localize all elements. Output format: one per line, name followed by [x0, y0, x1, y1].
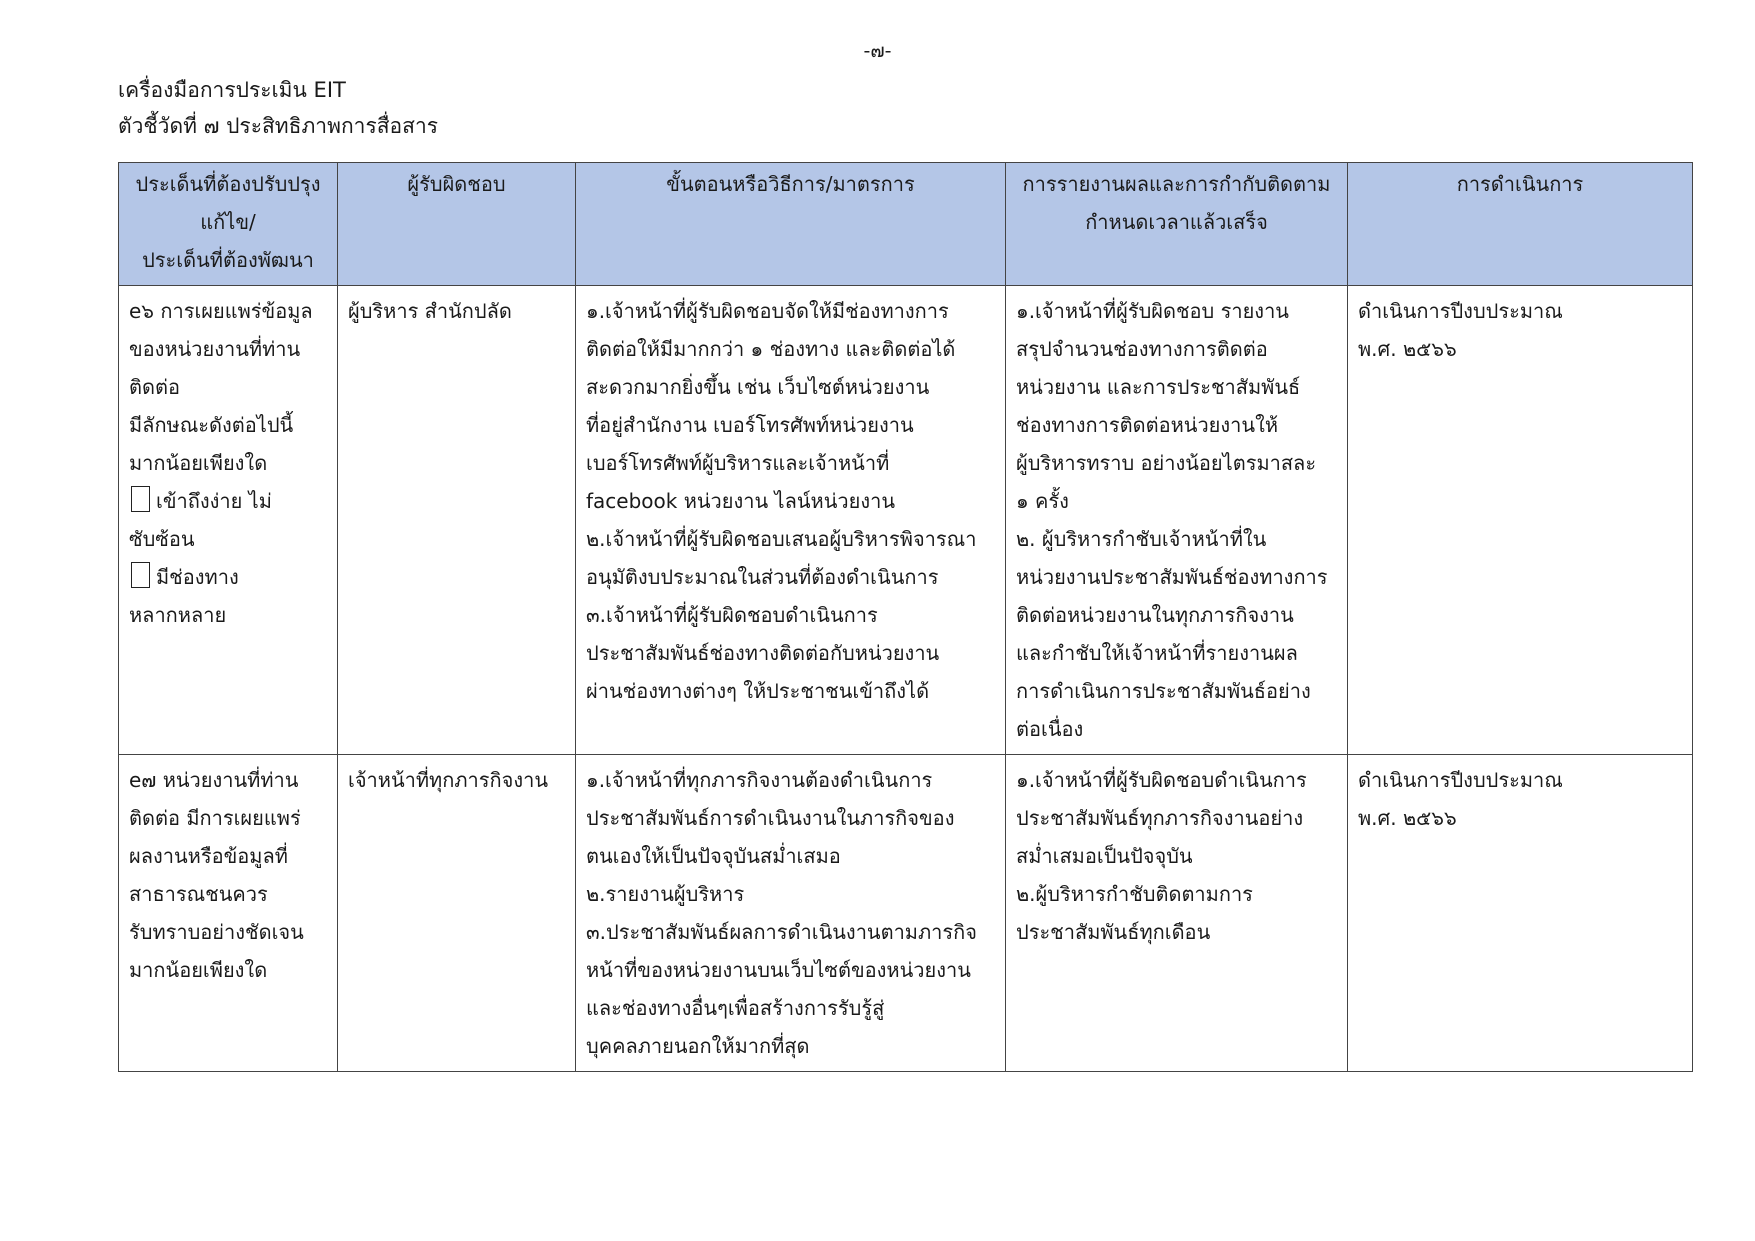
text-line: ๒. ผู้บริหารกำชับเจ้าหน้าที่ใน: [1016, 527, 1267, 551]
text-line: สม่ำเสมอเป็นปัจจุบัน: [1016, 844, 1193, 868]
text-line: ประชาสัมพันธ์ทุกภารกิจงานอย่าง: [1016, 806, 1304, 830]
header-line: ประเด็นที่ต้องพัฒนา: [142, 248, 314, 272]
text-line: พ.ศ. ๒๕๖๖: [1358, 337, 1457, 361]
text-line: ๒.ผู้บริหารกำชับติดตามการ: [1016, 882, 1253, 906]
table-row: [119, 755, 1693, 1072]
text-line: ผลงานหรือข้อมูลที่: [129, 844, 288, 868]
cell-steps: [576, 286, 1006, 755]
cell-operation: [1348, 286, 1693, 755]
text-line: ผู้บริหารทราบ อย่างน้อยไตรมาสละ: [1016, 451, 1317, 475]
header-line: การดำเนินการ: [1456, 172, 1584, 196]
text-line: ดำเนินการปีงบประมาณ: [1358, 768, 1563, 792]
page-number: -๗-: [863, 40, 892, 62]
text-line: บุคคลภายนอกให้มากที่สุด: [586, 1034, 810, 1058]
header-line: ขั้นตอนหรือวิธีการ/มาตรการ: [666, 172, 915, 196]
text-line: ประชาสัมพันธ์ช่องทางติดต่อกับหน่วยงาน: [586, 641, 940, 665]
subtitle-line: ตัวชี้วัดที่ ๗ ประสิทธิภาพการสื่อสาร: [118, 114, 439, 138]
cell-issue: [119, 755, 338, 1072]
header-operation: [1348, 163, 1693, 286]
text-line: ประชาสัมพันธ์การดำเนินงานในภารกิจของ: [586, 806, 955, 830]
cell-responsible: [338, 755, 576, 1072]
cell-reporting: [1006, 755, 1348, 1072]
cell-reporting: [1006, 286, 1348, 755]
text-line: ๒.รายงานผู้บริหาร: [586, 882, 745, 906]
text-line: ติดต่อ: [129, 375, 180, 399]
cell-responsible: [338, 286, 576, 755]
text-line: ๑.เจ้าหน้าที่ผู้รับผิดชอบดำเนินการ: [1016, 768, 1307, 792]
text-line: ซับซ้อน: [129, 527, 195, 551]
text-line: ติดต่อหน่วยงานในทุกภารกิจงาน: [1016, 603, 1294, 627]
checkbox-icon: [131, 486, 150, 512]
option-label: เข้าถึงง่าย ไม่: [156, 489, 272, 513]
header-issue: [119, 163, 338, 286]
improvement-plan-table: [118, 162, 1693, 1072]
text-line: ที่อยู่สำนักงาน เบอร์โทรศัพท์หน่วยงาน: [586, 413, 914, 437]
text-line: เจ้าหน้าที่ทุกภารกิจงาน: [348, 768, 548, 792]
table-row: [119, 286, 1693, 755]
text-line: ตนเองให้เป็นปัจจุบันสม่ำเสมอ: [586, 844, 841, 868]
text-line: สาธารณชนควร: [129, 882, 268, 906]
text-line: ๑.เจ้าหน้าที่ทุกภารกิจงานต้องดำเนินการ: [586, 768, 933, 792]
header-line: ผู้รับผิดชอบ: [407, 172, 506, 196]
text-line: หน่วยงานประชาสัมพันธ์ช่องทางการ: [1016, 565, 1328, 589]
text-line: หน่วยงาน และการประชาสัมพันธ์: [1016, 375, 1301, 399]
header-line: การรายงานผลและการกำกับติดตาม: [1022, 172, 1331, 196]
header-row: [119, 163, 1693, 286]
text-line: มากน้อยเพียงใด: [129, 958, 268, 982]
cell-issue: [119, 286, 338, 755]
text-line: e๗ หน่วยงานที่ท่าน: [129, 768, 299, 792]
text-line: ๓.ประชาสัมพันธ์ผลการดำเนินงานตามภารกิจ: [586, 920, 977, 944]
header-line: ประเด็นที่ต้องปรับปรุง: [135, 172, 321, 196]
text-line: เบอร์โทรศัพท์ผู้บริหารและเจ้าหน้าที่: [586, 451, 890, 475]
text-line: ดำเนินการปีงบประมาณ: [1358, 299, 1563, 323]
text-line: หน้าที่ของหน่วยงานบนเว็บไซต์ของหน่วยงาน: [586, 958, 971, 982]
text-line: ช่องทางการติดต่อหน่วยงานให้: [1016, 413, 1279, 437]
text-line: ๑.เจ้าหน้าที่ผู้รับผิดชอบจัดให้มีช่องทางการ: [586, 299, 949, 323]
header-steps: [576, 163, 1006, 286]
checkbox-icon: [131, 562, 150, 588]
text-line: ผู้บริหาร สำนักปลัด: [348, 299, 512, 323]
text-line: อนุมัติงบประมาณในส่วนที่ต้องดำเนินการ: [586, 565, 939, 589]
text-line: พ.ศ. ๒๕๖๖: [1358, 806, 1457, 830]
text-line: ของหน่วยงานที่ท่าน: [129, 337, 301, 361]
text-line: ต่อเนื่อง: [1016, 717, 1084, 741]
text-line: facebook หน่วยงาน ไลน์หน่วยงาน: [586, 489, 895, 513]
text-line: ผ่านช่องทางต่างๆ ให้ประชาชนเข้าถึงได้: [586, 679, 930, 703]
text-line: ๑ ครั้ง: [1016, 489, 1069, 513]
text-line: และช่องทางอื่นๆเพื่อสร้างการรับรู้สู่: [586, 996, 885, 1020]
text-line: และกำชับให้เจ้าหน้าที่รายงานผล: [1016, 641, 1298, 665]
option-line: [129, 482, 327, 520]
option-label: มีช่องทาง: [156, 565, 239, 589]
text-line: e๖ การเผยแพร่ข้อมูล: [129, 299, 313, 323]
title-line: เครื่องมือการประเมิน EIT: [118, 78, 346, 102]
option-line: [129, 558, 327, 596]
text-line: มากน้อยเพียงใด: [129, 451, 268, 475]
header-reporting: [1006, 163, 1348, 286]
text-line: การดำเนินการประชาสัมพันธ์อย่าง: [1016, 679, 1311, 703]
header-responsible: [338, 163, 576, 286]
text-line: ติดต่อให้มีมากกว่า ๑ ช่องทาง และติดต่อได้: [586, 337, 956, 361]
text-line: ติดต่อ มีการเผยแพร่: [129, 806, 301, 830]
cell-operation: [1348, 755, 1693, 1072]
text-line: สะดวกมากยิ่งขึ้น เช่น เว็บไซต์หน่วยงาน: [586, 375, 930, 399]
text-line: หลากหลาย: [129, 603, 227, 627]
text-line: มีลักษณะดังต่อไปนี้: [129, 413, 294, 437]
header-line: กำหนดเวลาแล้วเสร็จ: [1085, 210, 1268, 234]
text-line: รับทราบอย่างชัดเจน: [129, 920, 304, 944]
cell-steps: [576, 755, 1006, 1072]
text-line: ๓.เจ้าหน้าที่ผู้รับผิดชอบดำเนินการ: [586, 603, 878, 627]
text-line: สรุปจำนวนช่องทางการติดต่อ: [1016, 337, 1268, 361]
text-line: ๑.เจ้าหน้าที่ผู้รับผิดชอบ รายงาน: [1016, 299, 1289, 323]
text-line: ประชาสัมพันธ์ทุกเดือน: [1016, 920, 1211, 944]
document-title: [118, 72, 438, 144]
header-line: แก้ไข/: [200, 210, 256, 234]
text-line: ๒.เจ้าหน้าที่ผู้รับผิดชอบเสนอผู้บริหารพิจารณา: [586, 527, 977, 551]
